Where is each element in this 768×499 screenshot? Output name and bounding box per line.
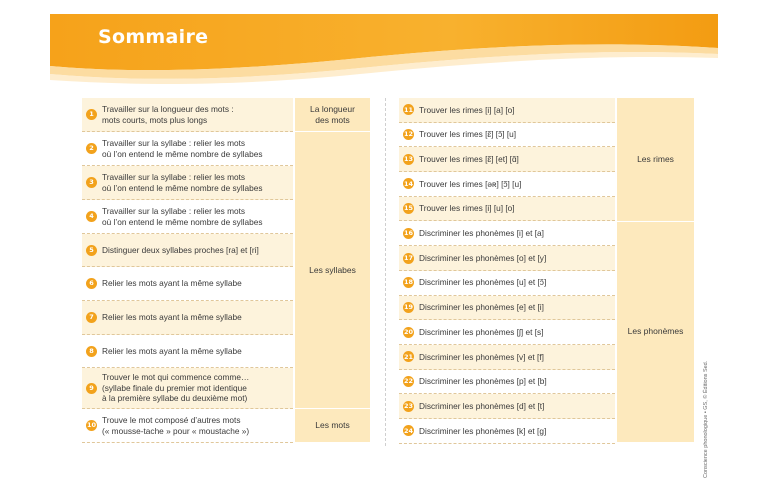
category-cell: Les phonèmes <box>617 222 694 443</box>
item-label: Relier les mots ayant la même syllabe <box>102 312 242 323</box>
header-banner <box>0 0 768 90</box>
item-number-badge: 18 <box>403 278 414 287</box>
item-number-badge: 6 <box>86 278 97 289</box>
item-label: Discriminer les phonèmes [v] et [f] <box>419 351 544 362</box>
table-row <box>399 246 615 271</box>
item-label: Travailler sur la syllabe : relier les mots où l’on entend le même nombre de syllabes <box>102 138 263 159</box>
table-row <box>399 320 615 345</box>
table-row <box>399 419 615 444</box>
item-number-badge: 24 <box>403 426 414 435</box>
item-label: Trouver les rimes [i] [u] [o] <box>419 203 515 214</box>
item-label: Discriminer les phonèmes [u] et [ɔ̃] <box>419 277 547 288</box>
item-label: Travailler sur la syllabe : relier les mots où l’on entend le même nombre de syllabes <box>102 206 263 227</box>
item-number-badge: 21 <box>403 352 414 361</box>
item-label: Trouver les rimes [ɛ̃] [ɔ̃] [u] <box>419 129 517 140</box>
item-label: Distinguer deux syllabes proches [ra] et [ri] <box>102 244 259 255</box>
item-number-badge: 20 <box>403 327 414 336</box>
table-row <box>399 394 615 419</box>
copyright-note: Conscience phonologique • GS, © Éditions Sed. <box>703 360 709 478</box>
item-number-badge: 19 <box>403 303 414 312</box>
item-number-badge: 1 <box>86 109 97 120</box>
table-row <box>399 271 615 296</box>
item-label: Discriminer les phonèmes [p] et [b] <box>419 376 547 387</box>
table-row <box>399 296 615 321</box>
table-row <box>82 368 293 409</box>
table-row <box>399 345 615 370</box>
table-row <box>82 301 293 335</box>
table-row <box>82 267 293 301</box>
item-label: Trouver les rimes [ɛ̃] [et] [ɑ̃] <box>419 153 519 164</box>
item-label: Discriminer les phonèmes [ʃ] et [s] <box>419 326 544 337</box>
item-label: Relier les mots ayant la même syllabe <box>102 278 242 289</box>
item-label: Discriminer les phonèmes [e] et [i] <box>419 302 544 313</box>
table-row <box>399 123 615 148</box>
item-number-badge: 12 <box>403 130 414 139</box>
item-number-badge: 5 <box>86 245 97 256</box>
table-row <box>82 132 293 166</box>
item-number-badge: 9 <box>86 383 97 394</box>
item-number-badge: 17 <box>403 253 414 262</box>
item-number-badge: 16 <box>403 229 414 238</box>
item-label: Travailler sur la longueur des mots : mots courts, mots plus longs <box>102 104 234 125</box>
item-label: Discriminer les phonèmes [d] et [t] <box>419 400 545 411</box>
table-row <box>399 222 615 247</box>
item-number-badge: 10 <box>86 421 97 430</box>
page-title: Sommaire <box>98 26 209 48</box>
item-number-badge: 3 <box>86 177 97 188</box>
table-row <box>82 166 293 200</box>
category-cell: Les rimes <box>617 98 694 221</box>
item-label: Discriminer les phonèmes [o] et [y] <box>419 252 547 263</box>
item-label: Discriminer les phonèmes [i] et [a] <box>419 228 544 239</box>
table-row <box>399 370 615 395</box>
item-number-badge: 4 <box>86 211 97 222</box>
table-row <box>399 98 615 123</box>
item-number-badge: 15 <box>403 204 414 213</box>
column-divider <box>385 98 386 446</box>
category-cell: Les mots <box>295 409 370 442</box>
table-row <box>82 98 293 132</box>
table-row <box>82 200 293 234</box>
item-number-badge: 13 <box>403 154 414 163</box>
category-cell: Les syllabes <box>295 132 370 408</box>
table-row <box>399 197 615 222</box>
table-row <box>399 147 615 172</box>
table-row <box>82 234 293 267</box>
item-label: Trouver le mot qui commence comme… (syllabe finale du premier mot identique à la première syllabe du deuxième mot) <box>102 372 250 404</box>
item-number-badge: 11 <box>403 105 414 114</box>
table-row <box>82 409 293 443</box>
item-number-badge: 22 <box>403 377 414 386</box>
item-number-badge: 2 <box>86 143 97 154</box>
item-label: Trouve le mot composé d’autres mots (« mousse-tache » pour « moustache ») <box>102 415 250 436</box>
item-label: Discriminer les phonèmes [k] et [g] <box>419 425 547 436</box>
item-number-badge: 14 <box>403 179 414 188</box>
category-cell: La longueur des mots <box>295 98 370 131</box>
item-number-badge: 7 <box>86 312 97 323</box>
table-row <box>399 172 615 197</box>
table-row <box>82 335 293 368</box>
item-label: Travailler sur la syllabe : relier les mots où l’on entend le même nombre de syllabes <box>102 172 263 193</box>
item-label: Trouver les rimes [əʀ] [ɔ̃] [u] <box>419 178 522 189</box>
item-number-badge: 23 <box>403 401 414 410</box>
item-label: Trouver les rimes [i] [a] [o] <box>419 104 515 115</box>
item-label: Relier les mots ayant la même syllabe <box>102 345 242 356</box>
item-number-badge: 8 <box>86 346 97 357</box>
